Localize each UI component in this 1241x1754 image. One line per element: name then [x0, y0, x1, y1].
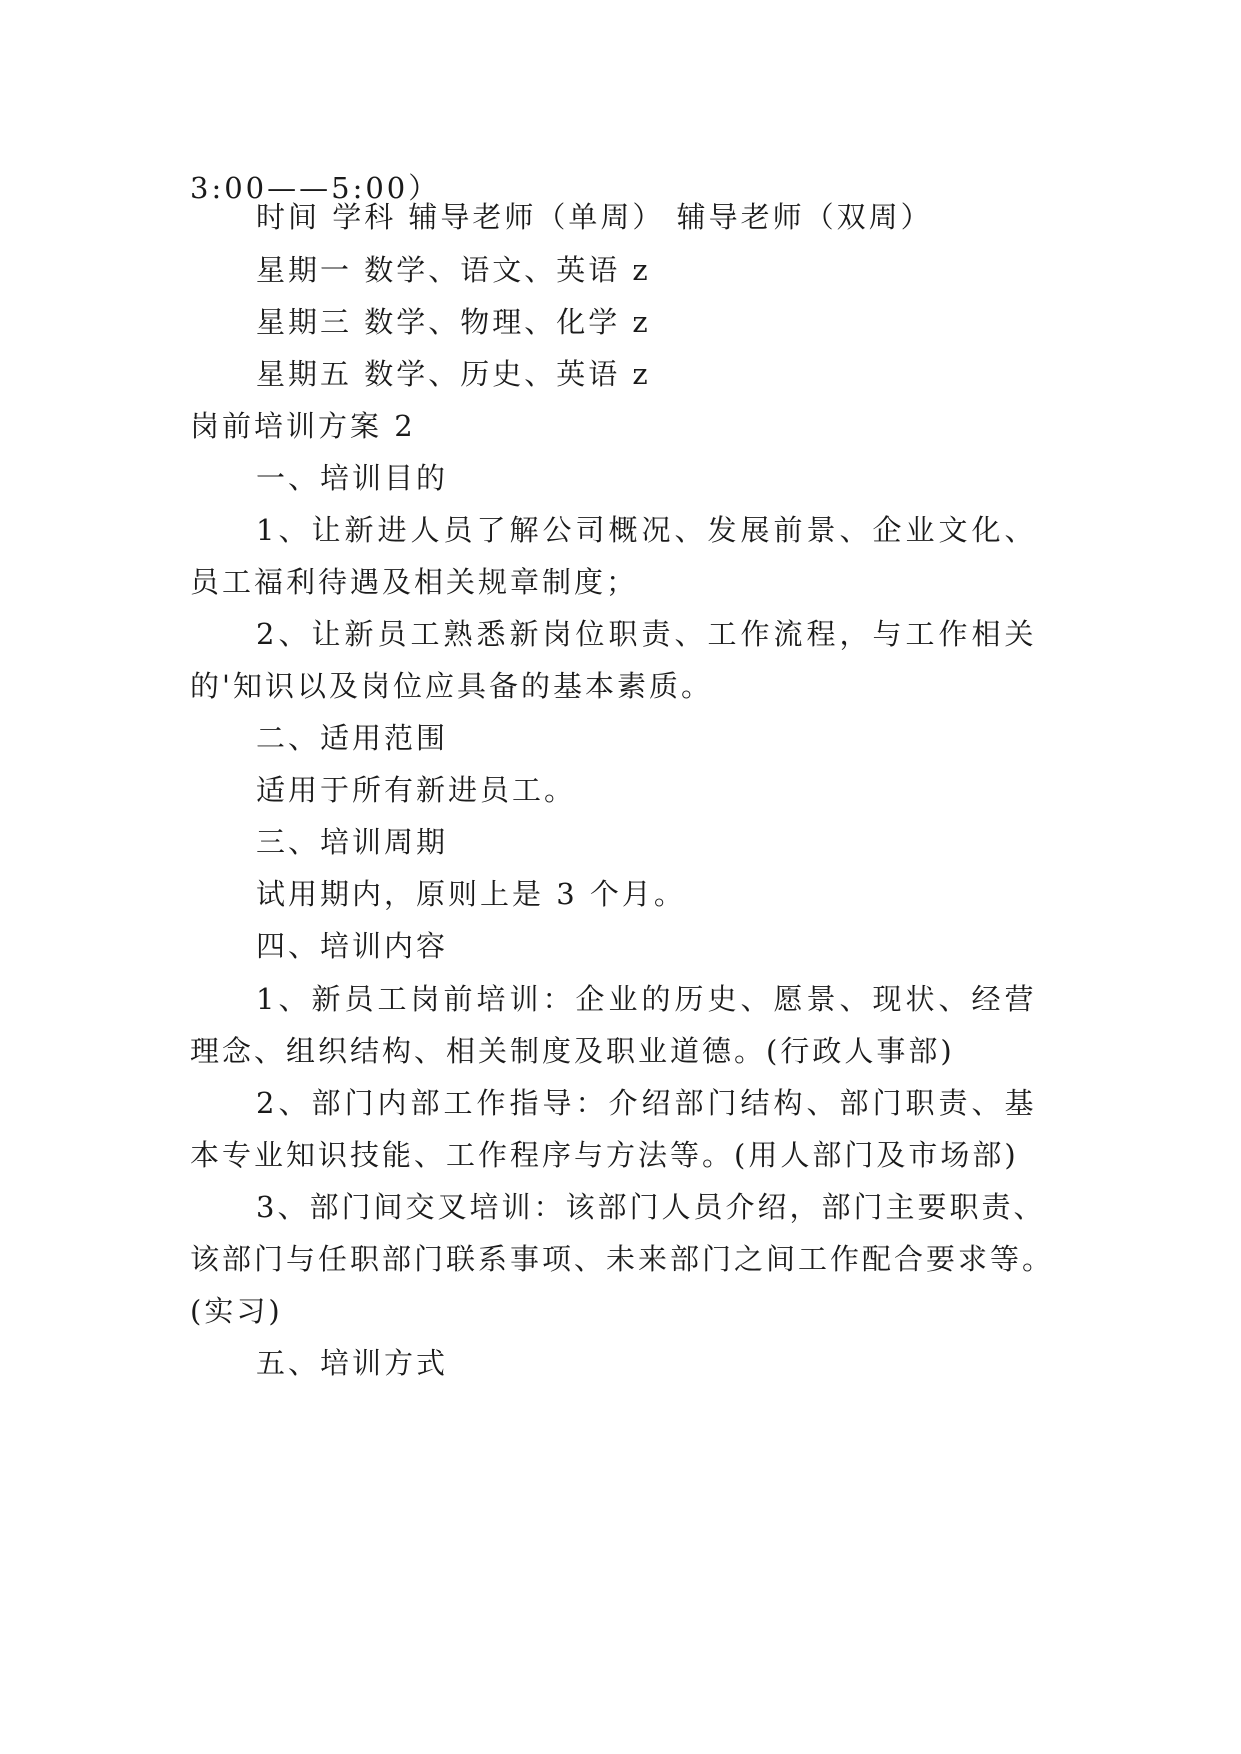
text-line: 2、部门内部工作指导：介绍部门结构、部门职责、基: [256, 1086, 1038, 1120]
section-heading: 四、培训内容: [256, 929, 449, 963]
text-line: 1、让新进人员了解公司概况、发展前景、企业文化、: [256, 513, 1038, 547]
section-heading: 五、培训方式: [256, 1346, 449, 1380]
text-line: 1、新员工岗前培训：企业的历史、愿景、现状、经营: [256, 982, 1038, 1016]
text-line: 本专业知识技能、工作程序与方法等。(用人部门及市场部): [190, 1138, 1019, 1172]
section-heading: 一、培训目的: [256, 461, 449, 495]
text-line: 星期三 数学、物理、化学 z: [256, 305, 651, 339]
text-line: 适用于所有新进员工。: [256, 773, 577, 807]
section-heading: 岗前培训方案 2: [190, 409, 416, 443]
text-line: 2、让新员工熟悉新岗位职责、工作流程，与工作相关: [256, 617, 1038, 651]
text-line: 该部门与任职部门联系事项、未来部门之间工作配合要求等。: [190, 1242, 1055, 1276]
text-line: 3:00——5:00）: [190, 171, 441, 205]
section-heading: 二、适用范围: [256, 721, 449, 755]
text-line: 理念、组织结构、相关制度及职业道德。(行政人事部): [190, 1034, 955, 1068]
text-line: 星期五 数学、历史、英语 z: [256, 357, 651, 391]
text-line: 星期一 数学、语文、英语 z: [256, 253, 651, 287]
text-line: 时间 学科 辅导老师（单周） 辅导老师（双周）: [256, 200, 933, 234]
text-line: 试用期内，原则上是 3 个月。: [256, 877, 686, 911]
text-line: 3、部门间交叉培训：该部门人员介绍，部门主要职责、: [256, 1190, 1046, 1224]
text-line: 的'知识以及岗位应具备的基本素质。: [190, 669, 713, 703]
text-line: (实习): [190, 1294, 283, 1328]
text-line: 员工福利待遇及相关规章制度；: [190, 565, 639, 599]
section-heading: 三、培训周期: [256, 825, 449, 859]
